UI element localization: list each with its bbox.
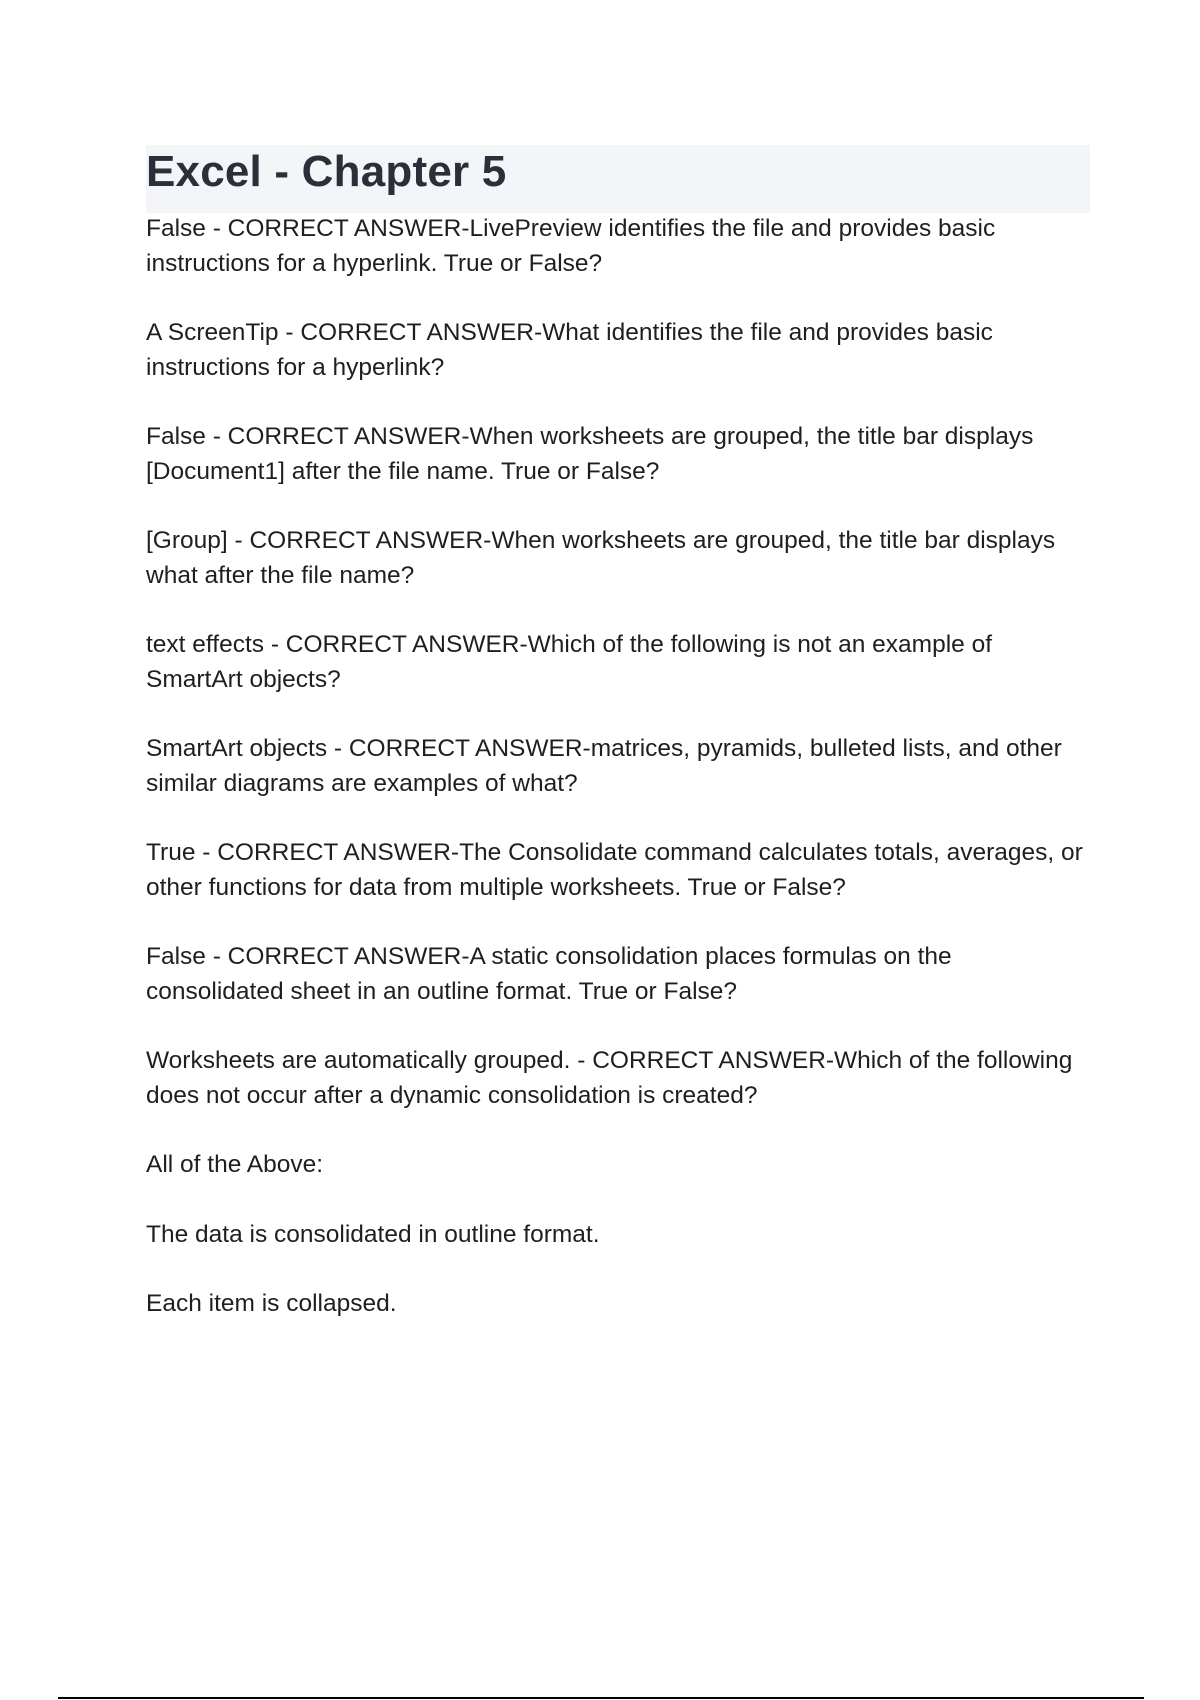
qa-item-8: False - CORRECT ANSWER-A static consolidation places formulas on the consolidated sheet in an outline format. True or False? bbox=[146, 943, 952, 1005]
qa-item-9: Worksheets are automatically grouped. - CORRECT ANSWER-Which of the following does not occur after a dynamic consolidation is created? bbox=[146, 1047, 1073, 1109]
qa-item-7: True - CORRECT ANSWER-The Consolidate command calculates totals, averages, or other functions for data from multiple worksheets. True or False? bbox=[146, 839, 1083, 901]
qa-item-3: False - CORRECT ANSWER-When worksheets are grouped, the title bar displays [Document1] after the file name. True or False? bbox=[146, 423, 1034, 485]
page-title: Excel - Chapter 5 bbox=[146, 147, 507, 196]
qa-item-2: A ScreenTip - CORRECT ANSWER-What identifies the file and provides basic instructions for a hyperlink? bbox=[146, 319, 993, 381]
answer-option-2: The data is consolidated in outline format. bbox=[146, 1220, 600, 1248]
qa-item-5: text effects - CORRECT ANSWER-Which of the following is not an example of SmartArt objects? bbox=[146, 631, 993, 693]
footer-divider bbox=[58, 1697, 1144, 1699]
answer-option-1: All of the Above: bbox=[146, 1151, 324, 1178]
document-body bbox=[146, 212, 1090, 1357]
qa-item-6: SmartArt objects - CORRECT ANSWER-matrices, pyramids, bulleted lists, and other similar diagrams are examples of what? bbox=[146, 735, 1062, 797]
qa-item-1: False - CORRECT ANSWER-LivePreview identifies the file and provides basic instructions for a hyperlink. True or False? bbox=[146, 215, 996, 277]
qa-item-4: [Group] - CORRECT ANSWER-When worksheets are grouped, the title bar displays what after the file name? bbox=[146, 527, 1056, 589]
answer-option-3: Each item is collapsed. bbox=[146, 1290, 397, 1317]
